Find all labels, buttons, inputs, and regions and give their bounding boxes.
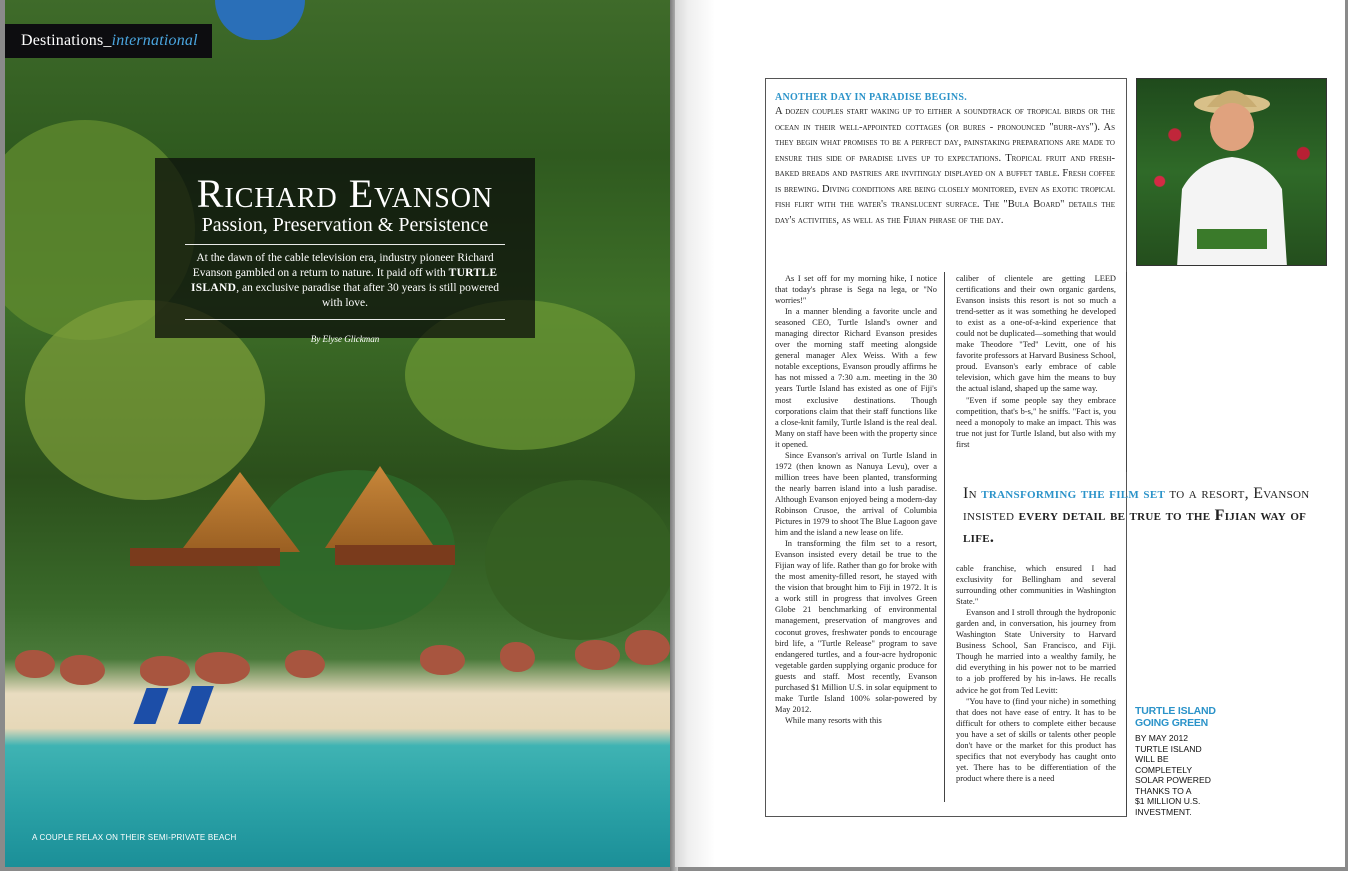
dek-text: At the dawn of the cable television era, industry pioneer Richard Evanson gambled on a return to nature. It paid off with: [192, 252, 494, 279]
paragraph: cable franchise, which ensured I had exclusivity for Bellingham and several surrounding other communities in Washington State.": [956, 564, 1116, 607]
portrait-figure: [1137, 79, 1327, 266]
hero-photo: [5, 0, 674, 867]
article-title: Richard Evanson: [196, 171, 494, 216]
paragraph: While many resorts with this: [785, 715, 882, 725]
body-column-2-top: [956, 273, 1116, 450]
pull-quote-text-mid: to a resort, Evanson insisted: [963, 485, 1310, 524]
section-tab: [5, 24, 212, 58]
dek-highlight: TURTLE ISLAND: [190, 267, 498, 294]
paragraph: As I set off for my morning hike, I notice that today's phrase is Sega na lega, or "No worries!": [775, 274, 937, 306]
sea-wall-rock: [420, 645, 465, 675]
pull-quote-text: In: [963, 485, 982, 502]
sea-wall-rock: [140, 656, 190, 686]
beach-lounger: [133, 688, 168, 724]
sea-wall-rock: [60, 655, 105, 685]
column-rule: [1126, 560, 1127, 815]
sidebar-body: [1135, 733, 1211, 817]
beach-lounger: [178, 686, 214, 724]
paragraph: Since Evanson's arrival on Turtle Island in 1972 (then known as Nanuya Levu), over a million trees have been planted, transforming the nearly barren island into a lush paradise. Although Evanson enjoyed being a modern-day Robinson Crusoe, the arrival of Columbia Pictures in 1979 to shoot The Blue Lagoon gave him and the island a new lease on life.: [775, 450, 937, 538]
dek-text-end: , an exclusive paradise that after 30 years is still powered with love.: [236, 282, 500, 309]
byline: By Elyse Glickman: [310, 334, 380, 344]
column-rule: [1126, 272, 1127, 472]
article-subtitle: Passion, Preservation & Persistence: [201, 214, 489, 236]
portrait-photo: [1136, 78, 1327, 266]
lead-paragraph: A dozen couples start waking up to either a soundtrack of tropical birds or the ocean in their well-appointed cottages (or bures - pronounced "burr-ays"). As they begin what promises to be a perfect day, painstaking preparations are made to ensure this side of paradise lives up to expectations. Tropical fruit and fresh-baked breads and pastries are invitingly displayed on a buffet table. Fresh coffee is brewing. Diving conditions are being closely monitored, even as exotic tropical fish flirt with the water's translucent surface. The "Bula Board" details the day's activities, as well as the Fijian phrase of the day.: [775, 106, 1115, 226]
sidebar-heading-line: TURTLE ISLAND: [1135, 705, 1216, 717]
bure-hut: [130, 548, 280, 566]
sea-wall-rock: [500, 642, 535, 672]
photo-caption: A COUPLE RELAX ON THEIR SEMI-PRIVATE BEACH: [32, 833, 237, 842]
pull-quote-highlight: transforming the film set: [981, 485, 1166, 502]
sidebar-line: THANKS TO A: [1135, 785, 1192, 796]
pull-quote-bold: every detail be true to the Fijian way of life.: [963, 507, 1307, 546]
sea-wall-rock: [625, 630, 670, 665]
sidebar-line: INVESTMENT.: [1135, 806, 1192, 817]
body-column-2-bottom: [956, 563, 1116, 784]
pull-quote: [963, 483, 1313, 549]
body-column-1: [775, 273, 937, 726]
paragraph: "Even if some people say they embrace competition, that's b-s," he sniffs. "Fact is, you need a monopoly to make an impact. This was true not just for Turtle Island, but also with my first: [956, 395, 1116, 449]
paragraph: Evanson and I stroll through the hydroponic garden and, in conversation, his journey from Washington State University to Harvard Business School, San Francisco, and Fiji. Though he married into a wealthy family, he did everything in his power not to be married to a job proffered by his in-laws. He recalls advice he got from Ted Levitt:: [956, 608, 1116, 695]
sky-patch: [215, 0, 305, 40]
sidebar-heading-line: GOING GREEN: [1135, 717, 1209, 729]
article-dek: [155, 251, 535, 311]
sidebar-line: TURTLE ISLAND: [1135, 743, 1202, 754]
paragraph: "You have to (find your niche) in something that does not have ease of entry. It has to be difficult for others to complete either because you have a set of skills or talents other people don't have or the market for this product has specifics that not everybody has caught onto yet. There has to be differentiation of the product where there is a need: [956, 696, 1116, 783]
sidebar-heading: [1135, 705, 1216, 729]
jungle-foliage: [485, 480, 674, 640]
sea-wall-rock: [575, 640, 620, 670]
section-sublabel: international: [111, 32, 198, 49]
lead-heading: ANOTHER DAY IN PARADISE BEGINS.: [775, 92, 968, 103]
sea-wall-rock: [285, 650, 325, 678]
sea-wall-rock: [15, 650, 55, 678]
sidebar-line: BY MAY 2012: [1135, 733, 1189, 743]
paragraph: In a manner blending a favorite uncle and seasoned CEO, Turtle Island's owner and managing director Richard Evanson presides over the morning staff meeting alongside general manager Alex Weiss. With a few notable exceptions, Evanson proudly affirms he has not missed a 7:30 a.m. meeting in the 30 years Turtle Island has existed as one of Fiji's most exclusive destinations. Though corporations claim that their staff functions like a close-knit family, Turtle Island is the real deal. Many on staff have been with the property since it opened.: [775, 307, 937, 449]
paragraph: caliber of clientele are getting LEED certifications and their own organic gardens, Evanson insists this resort is not so much a trend-setter as it was something he developed to exist as a one-of-a-kind experience that could not be duplicated—something that would make Theodore "Ted" Levitt, one of his favorite professors at Harvard Business School, proud. Evanson's early embrace of cable television, which gave him the means to buy the actual island, shaped up the same way.: [956, 274, 1116, 394]
sea-wall-rock: [195, 652, 250, 684]
section-label: Destinations_: [21, 32, 112, 49]
title-rule: [185, 244, 505, 245]
title-rule-bottom: [185, 319, 505, 320]
paragraph: In transforming the film set to a resort, Evanson insisted every detail be true to the Fijian way of life. Rather than go for broke with the most amenity-filled resort, he stayed with the vision that brought him to Fiji in 1972. It is a work still in progress that involves Green Globe 21 benchmarking of environmental management, preservation of mangroves and coconut groves, freshwater ponds to encourage bird life, a "Turtle Release" program to save endangered turtles, and a four-acre hydroponic vegetable garden supplying organic produce for guests and staff. Most recently, Evanson purchased $1 Million U.S. in solar equipment to make Turtle Island 100% solar-powered by May 2012.: [775, 539, 937, 714]
sidebar-line: COMPLETELY: [1135, 764, 1193, 775]
sidebar-line: SOLAR POWERED: [1135, 775, 1211, 785]
title-panel: [155, 158, 535, 344]
sidebar-line: $1 MILLION U.S.: [1135, 796, 1201, 806]
column-rule: [944, 272, 945, 802]
sidebar-line: WILL BE: [1135, 754, 1169, 764]
bure-hut: [335, 545, 455, 565]
